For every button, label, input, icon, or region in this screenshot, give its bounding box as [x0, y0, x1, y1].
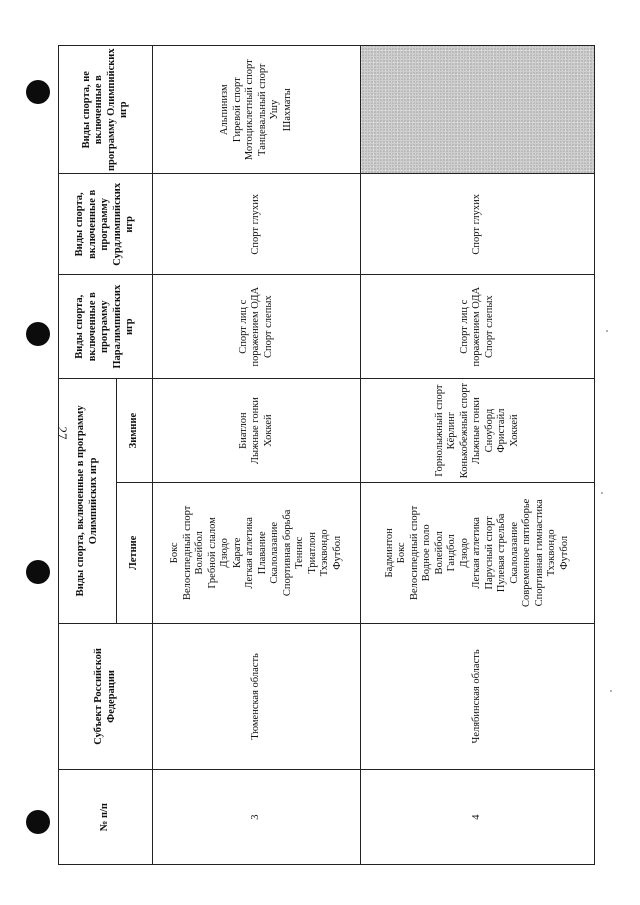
row-subject: Челябинская область	[361, 623, 595, 770]
row-subject: Тюменская область	[153, 623, 361, 770]
sports-table	[58, 45, 595, 865]
sport-item: Спортивная борьба	[281, 509, 293, 597]
sport-item: Спорт лиц с поражением ОДА	[237, 286, 262, 367]
sport-item: Карате	[231, 537, 243, 569]
sport-item: Велосипедный спорт	[181, 505, 193, 600]
sport-item: Скалолазание	[269, 521, 280, 584]
sport-item: Велосипедный спорт	[408, 505, 420, 600]
sport-item: Мотоциклетный спорт	[244, 59, 255, 161]
sport-item: Лыжные гонки	[250, 397, 262, 465]
sport-item: Хоккей	[508, 414, 520, 447]
sport-item: Кёрлинг	[446, 411, 458, 450]
row-num: 3	[153, 770, 361, 865]
sport-item: Футбол	[558, 535, 570, 570]
row-deaflympic-sports	[153, 174, 361, 275]
table-row	[153, 46, 361, 865]
sport-item: Скалолазание	[508, 521, 520, 584]
sport-item: Гребной слалом	[206, 517, 218, 589]
row-deaflympic-sports	[361, 174, 595, 275]
sport-item: Ушу	[269, 99, 280, 120]
sport-item: Плавание	[256, 531, 268, 575]
sport-item: Конькобежный спорт	[458, 382, 470, 479]
sport-item: Бокс	[396, 542, 408, 564]
sport-item: Спорт глухих	[250, 194, 262, 255]
sport-item: Фристайл	[496, 408, 508, 453]
row-non-olympic-sports-redacted	[361, 46, 595, 174]
sport-item: Альпинизм	[219, 84, 230, 136]
header-summer: Летние	[117, 483, 153, 624]
header-winter: Зимние	[117, 379, 153, 483]
sport-item: Танцевальный спорт	[256, 63, 268, 156]
sport-item: Волейбол	[194, 531, 205, 575]
row-non-olympic-sports	[153, 46, 361, 174]
sport-item: Биатлон	[237, 412, 249, 449]
sport-item: Дзюдо	[219, 538, 230, 568]
header-subject: Субъект Российской Федерации	[59, 623, 153, 770]
sport-item: Теннис	[294, 536, 305, 569]
sport-item: Современное пятиборье	[521, 498, 533, 607]
header-non-olympic: Виды спорта, не включенные в программу Олимпийских игр	[59, 46, 153, 174]
scan-speck	[606, 330, 608, 332]
row-winter-sports	[361, 379, 595, 483]
sport-item: Тхэквондо	[319, 529, 330, 577]
sport-item: Триатлон	[306, 531, 318, 574]
punch-hole-top	[26, 80, 50, 104]
document-table-rotated	[58, 45, 594, 865]
header-num: № п/п	[59, 770, 153, 865]
sport-item: Спорт лиц с поражением ОДА	[458, 286, 483, 367]
sport-item: Водное поло	[421, 524, 433, 582]
sport-item: Лыжные гонки	[471, 397, 483, 465]
row-paralympic-sports	[153, 275, 361, 379]
sport-item: Дзюдо	[458, 538, 470, 568]
header-paralympic: Виды спорта, включенные в программу Паралимпийских игр	[59, 275, 153, 379]
sport-item: Шахматы	[281, 88, 293, 132]
sport-item: Футбол	[331, 535, 343, 570]
sport-item: Бокс	[169, 542, 180, 564]
header-olympic: Виды спорта, включенные в программу Олимпийских игр	[59, 379, 117, 623]
row-num: 4	[361, 770, 595, 865]
sport-item: Спорт глухих	[471, 194, 483, 255]
table-row	[361, 46, 595, 865]
sport-item: Гандбол	[446, 534, 458, 572]
sport-item: Спортивная гимнастика	[533, 499, 545, 607]
sport-item: Бадминтон	[383, 528, 395, 578]
punch-hole-lower-middle	[26, 560, 50, 584]
header-deaflympic: Виды спорта, включенные в программу Сурдлимпийских игр	[59, 174, 153, 275]
sport-item: Хоккей	[262, 414, 274, 447]
punch-hole-bottom	[26, 810, 50, 834]
row-winter-sports	[153, 379, 361, 483]
scan-speck	[601, 492, 603, 494]
punch-hole-upper-middle	[26, 322, 50, 346]
sport-item: Спорт слепых	[262, 295, 274, 359]
sport-item: Спорт слепых	[483, 295, 495, 359]
page-number: 27	[55, 426, 70, 440]
row-summer-sports	[153, 483, 361, 624]
sport-item: Легкая атлетика	[244, 517, 255, 589]
sport-item: Гиревой спорт	[231, 77, 243, 143]
scan-speck	[610, 690, 612, 692]
sport-item: Сноуборд	[483, 408, 495, 453]
row-paralympic-sports	[361, 275, 595, 379]
sport-item: Горнолыжный спорт	[433, 384, 445, 477]
sport-item: Парусный спорт	[483, 516, 495, 590]
sport-item: Легкая атлетика	[471, 517, 483, 589]
sport-item: Волейбол	[433, 531, 445, 575]
sport-item: Тхэквондо	[546, 529, 558, 577]
sport-item: Пулевая стрельба	[496, 513, 508, 593]
row-summer-sports	[361, 483, 595, 624]
